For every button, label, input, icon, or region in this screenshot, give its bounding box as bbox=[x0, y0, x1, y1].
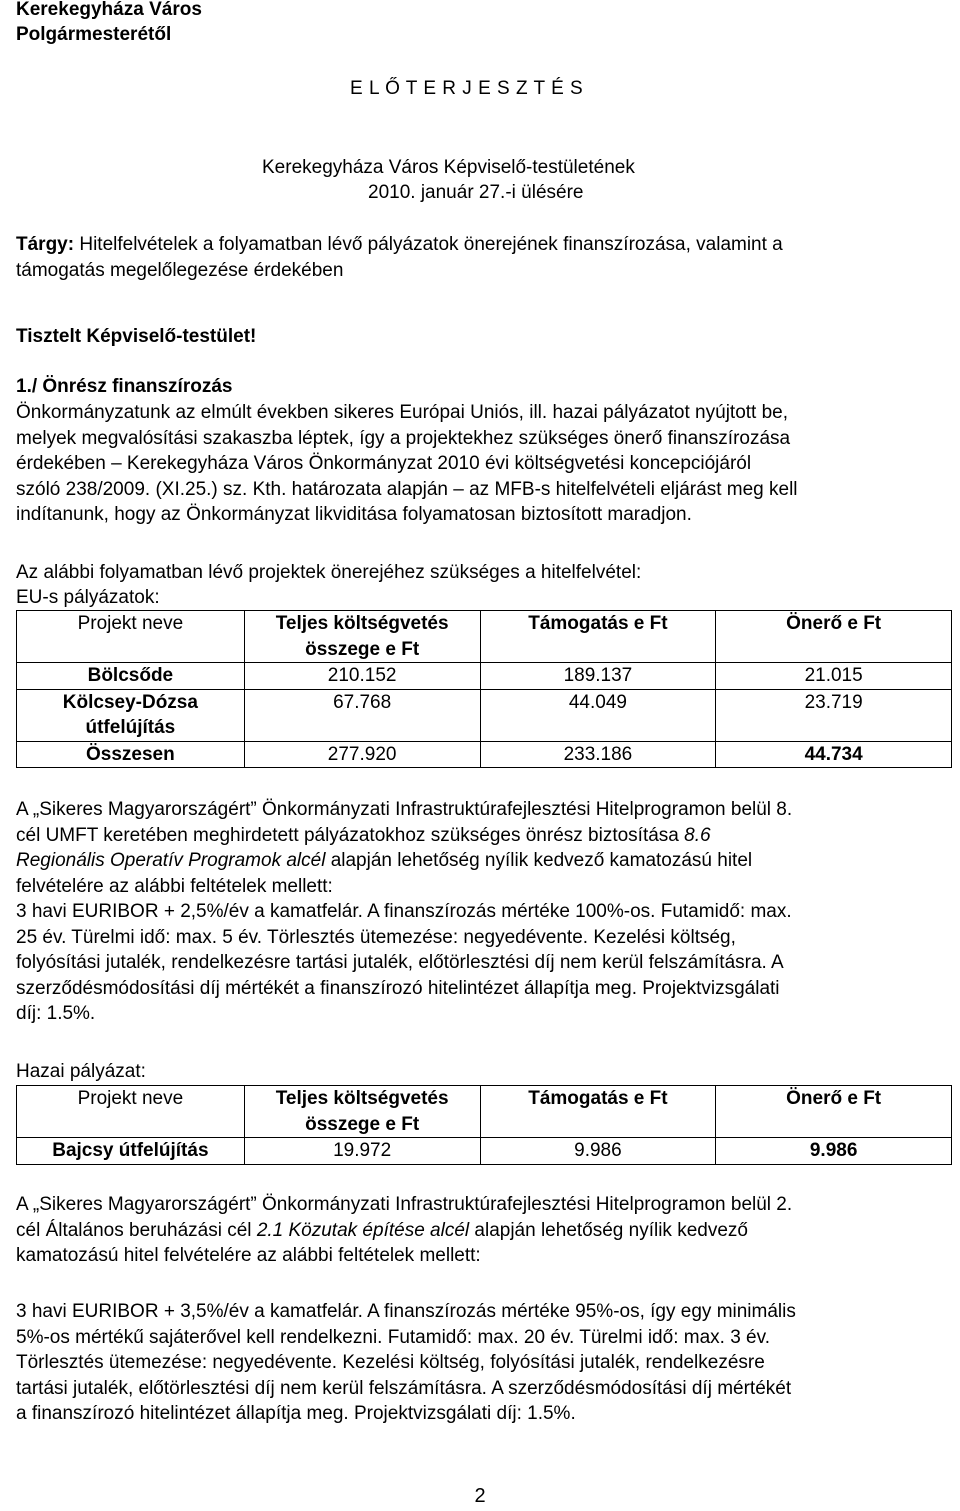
header-budget: Teljes költségvetés összege e Ft bbox=[244, 1086, 480, 1138]
sender-line-1: Kerekegyháza Város bbox=[16, 0, 202, 20]
header-budget: Teljes költségvetés összege e Ft bbox=[244, 611, 480, 663]
paragraph-line: folyósítási jutalék, rendelkezésre tartási jutalék, előtörlesztési díj nem kerül felszámításra. A bbox=[16, 952, 784, 973]
subject-text-1: Hitelfelvételek a folyamatban lévő pályázatok önerejének finanszírozása, valamint a bbox=[74, 234, 783, 255]
eu-projects-table bbox=[16, 610, 952, 768]
paragraph-line: cél Általános beruházási cél 2.1 Közutak építése alcél alapján lehetőség nyílik kedvező bbox=[16, 1219, 748, 1241]
cell-total-own: 44.734 bbox=[716, 741, 952, 768]
salutation: Tisztelt Képviselő-testület! bbox=[16, 326, 257, 347]
paragraph-line: 25 év. Türelmi idő: max. 5 év. Törlesztés ütemezése: negyedévente. Kezelési költség, bbox=[16, 926, 736, 948]
paragraph-line: felvételére az alábbi feltételek mellett: bbox=[16, 875, 333, 897]
cell-project-name: Kölcsey-Dózsa útfelújítás bbox=[17, 689, 245, 741]
recipient-line-1: Kerekegyháza Város Képviselő-testületének bbox=[262, 157, 635, 178]
table-header-row bbox=[17, 1086, 952, 1138]
paragraph-line: A „Sikeres Magyarországért” Önkormányzati Infrastruktúrafejlesztési Hitelprogramon belül 2. bbox=[16, 1194, 793, 1215]
section-1-paragraph bbox=[16, 400, 952, 528]
header-project: Projekt neve bbox=[17, 1086, 245, 1138]
cell-own: 23.719 bbox=[716, 689, 952, 741]
paragraph-line: 3 havi EURIBOR + 3,5%/év a kamatfelár. A finanszírozás mértéke 95%-os, így egy minimális bbox=[16, 1301, 796, 1322]
table-row bbox=[17, 1138, 952, 1165]
eu-program-paragraph bbox=[16, 797, 952, 1027]
sender-line-2: Polgármesterétől bbox=[16, 24, 172, 45]
domestic-projects-table bbox=[16, 1085, 952, 1165]
header-own: Önerő e Ft bbox=[716, 1086, 952, 1138]
table-row bbox=[17, 663, 952, 690]
cell-own: 9.986 bbox=[716, 1138, 952, 1165]
section-1-heading: 1./ Önrész finanszírozás bbox=[16, 376, 233, 397]
cell-project-name: Bölcsőde bbox=[17, 663, 245, 690]
cell-project-name: Bajcsy útfelújítás bbox=[17, 1138, 245, 1165]
subject-label: Tárgy: bbox=[16, 234, 75, 255]
eu-label: EU-s pályázatok: bbox=[16, 587, 160, 608]
paragraph-line: melyek megvalósítási szakaszba léptek, így a projektekhez szükséges önerő finanszírozása bbox=[16, 427, 791, 449]
header-support: Támogatás e Ft bbox=[480, 1086, 716, 1138]
paragraph-line: kamatozású hitel felvételére az alábbi feltételek mellett: bbox=[16, 1245, 481, 1266]
header-project: Projekt neve bbox=[17, 611, 245, 663]
page-number: 2 bbox=[474, 1485, 486, 1507]
paragraph-line: 5%-os mértékű sajáterővel kell rendelkezni. Futamidő: max. 20 év. Türelmi idő: max. 3 év. bbox=[16, 1326, 770, 1348]
paragraph-line: Önkormányzatunk az elmúlt években sikeres Európai Uniós, ill. hazai pályázatot nyújtott be, bbox=[16, 402, 789, 423]
paragraph-line: szóló 238/2009. (XI.25.) sz. Kth. határozata alapján – az MFB-s hitelfelvételi eljárást meg kell bbox=[16, 478, 798, 500]
paragraph-line: a finanszírozó hitelintézet állapítja meg. Projektvizsgálati díj: 1.5%. bbox=[16, 1403, 576, 1424]
subject-text-2: támogatás megelőlegezése érdekében bbox=[16, 259, 344, 281]
domestic-terms-paragraph bbox=[16, 1299, 952, 1427]
paragraph-line: cél UMFT keretében meghirdetett pályázatokhoz szükséges önrész biztosítása 8.6 bbox=[16, 824, 711, 846]
subject-block bbox=[16, 232, 952, 283]
paragraph-line: tartási jutalék, előtörlesztési díj nem kerül felszámításra. A szerződésmódosítási díj mértékét bbox=[16, 1377, 792, 1399]
domestic-label: Hazai pályázat: bbox=[16, 1061, 146, 1082]
paragraph-line: Törlesztés ütemezése: negyedévente. Kezelési költség, folyósítási jutalék, rendelkezésre bbox=[16, 1352, 765, 1373]
paragraph-line: érdekében – Kerekegyháza Város Önkormányzat 2010 évi költségvetési koncepciójáról bbox=[16, 453, 752, 474]
cell-budget: 19.972 bbox=[244, 1138, 480, 1165]
cell-total-budget: 277.920 bbox=[244, 741, 480, 768]
cell-budget: 210.152 bbox=[244, 663, 480, 690]
table-header-row bbox=[17, 611, 952, 663]
domestic-program-paragraph bbox=[16, 1192, 952, 1269]
cell-support: 44.049 bbox=[480, 689, 716, 741]
paragraph-line: 3 havi EURIBOR + 2,5%/év a kamatfelár. A finanszírozás mértéke 100%-os. Futamidő: max. bbox=[16, 901, 792, 922]
cell-own: 21.015 bbox=[716, 663, 952, 690]
paragraph-line: díj: 1.5%. bbox=[16, 1003, 96, 1024]
paragraph-line: Regionális Operatív Programok alcél alapján lehetőség nyílik kedvező kamatozású hitel bbox=[16, 850, 753, 871]
table-row bbox=[17, 689, 952, 741]
paragraph-line: A „Sikeres Magyarországért” Önkormányzati Infrastruktúrafejlesztési Hitelprogramon belül 8. bbox=[16, 799, 793, 820]
cell-support: 189.137 bbox=[480, 663, 716, 690]
header-support: Támogatás e Ft bbox=[480, 611, 716, 663]
paragraph-line: indítanunk, hogy az Önkormányzat likviditása folyamatosan biztosított maradjon. bbox=[16, 504, 692, 525]
document-type-title: E L Ő T E R J E S Z T É S bbox=[350, 78, 584, 99]
cell-total-label: Összesen bbox=[17, 741, 245, 768]
cell-support: 9.986 bbox=[480, 1138, 716, 1165]
eu-intro: Az alábbi folyamatban lévő projektek önerejéhez szükséges a hitelfelvétel: bbox=[16, 562, 642, 583]
cell-total-support: 233.186 bbox=[480, 741, 716, 768]
cell-budget: 67.768 bbox=[244, 689, 480, 741]
header-own: Önerő e Ft bbox=[716, 611, 952, 663]
recipient-line-2: 2010. január 27.-i ülésére bbox=[368, 182, 584, 203]
paragraph-line: szerződésmódosítási díj mértékét a finanszírozó hitelintézet állapítja meg. Projektvizsgálati bbox=[16, 977, 780, 999]
table-total-row bbox=[17, 741, 952, 768]
